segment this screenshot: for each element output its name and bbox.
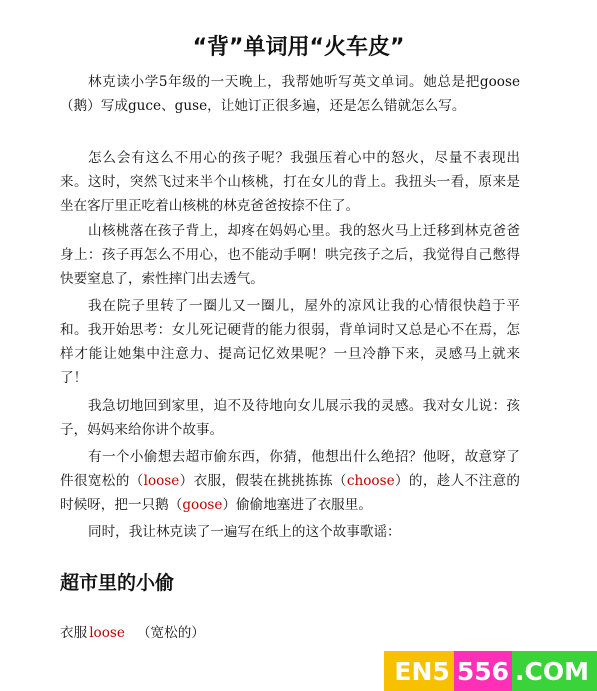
- paragraph-1: [60, 70, 520, 118]
- paragraph-text: 我在院子里转了一圈儿又一圈儿，屋外的凉风让我的心情很快趋于平和。我开始思考：女儿死记硬背的能力很弱，背单词时又总是心不在焉，怎样才能让她集中注意力、提高记忆效果呢？一旦冷静下来，灵感马上就来了！: [60, 298, 520, 386]
- paragraph-7: [60, 520, 520, 544]
- paragraph-text: ）偷偷地塞进了衣服里。: [222, 497, 372, 513]
- paragraph-text: ）的，趁人不注意的时候呀，把一只鹅（: [60, 473, 521, 513]
- paragraph-text: ）衣服，假装在挑挑拣拣（: [179, 473, 347, 489]
- watermark-part-1: EN5: [384, 651, 453, 691]
- article-title: “背”单词用“火车皮”: [192, 35, 405, 60]
- paragraph-text: 有一个小偷想去超市偷东西，你猜，他想出什么绝招？他呀，故意穿了件很宽松的（: [60, 449, 520, 489]
- paragraph-4: [60, 294, 520, 390]
- vocab-meaning: （宽松的）: [136, 625, 205, 641]
- paragraph-text: 同时，我让林克读了一遍写在纸上的这个故事歌谣：: [88, 524, 401, 540]
- highlight-word-goose: goose: [182, 497, 223, 513]
- vocab-line: [60, 621, 205, 641]
- watermark-part-2: 556: [454, 651, 512, 691]
- paragraph-text: 我急切地回到家里，迫不及待地向女儿展示我的灵感。我对女儿说：孩子，妈妈来给你讲个故事。: [60, 398, 520, 438]
- paragraph-text: 山核桃落在孩子背上，却疼在妈妈心里。我的怒火马上迁移到林克爸爸身上：孩子再怎么不用心，也不能动手啊！哄完孩子之后，我觉得自己憋得快要窒息了，索性摔门出去透气。: [60, 223, 520, 287]
- highlight-word-loose: loose: [143, 473, 180, 489]
- highlight-word-choose: choose: [346, 473, 395, 489]
- paragraph-2: [60, 146, 520, 218]
- paragraph-text: 林克读小学5年级的一天晚上，我帮她听写英文单词。她总是把goose（鹅）写成guce、guse，让她订正很多遍，还是怎么错就怎么写。: [60, 74, 520, 114]
- section-heading: 超市里的小偷: [60, 572, 175, 594]
- paragraph-text: 怎么会有这么不用心的孩子呢？我强压着心中的怒火，尽量不表现出来。这时，突然飞过来半个山核桃，打在女儿的背上。我扭头一看，原来是坐在客厅里正吃着山核桃的林克爸爸按捺不住了。: [60, 150, 520, 214]
- paragraph-6: [60, 445, 520, 517]
- paragraph-3: [60, 219, 520, 291]
- watermark-part-3: .COM: [512, 651, 597, 691]
- paragraph-5: [60, 394, 520, 442]
- site-watermark-logo: [384, 651, 597, 691]
- vocab-word-en: loose: [89, 625, 125, 641]
- vocab-word-cn: 衣服: [60, 625, 88, 641]
